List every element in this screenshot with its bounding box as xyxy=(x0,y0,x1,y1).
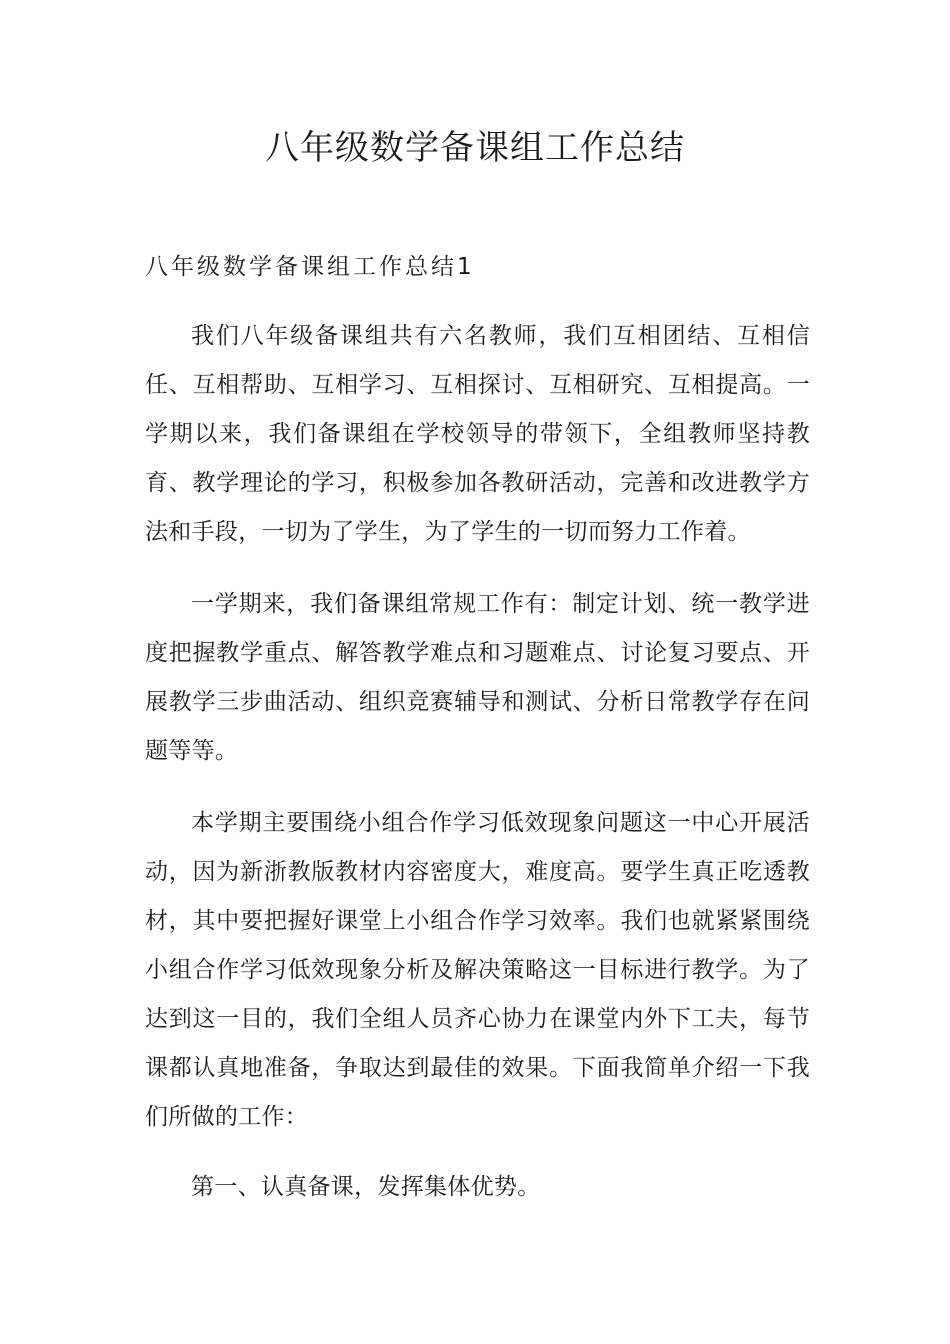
paragraph-1: 我们八年级备课组共有六名教师，我们互相团结、互相信任、互相帮助、互相学习、互相探讨、互相研究、互相提高。一学期以来，我们备课组在学校领导的带领下，全组教师坚持教育、教学理论的学习，积极参加各教研活动，完善和改进教学方法和手段，一切为了学生，为了学生的一切而努力工作着。 xyxy=(145,323,810,545)
section-heading: 八年级数学备课组工作总结1 xyxy=(145,254,475,280)
paragraph-2: 一学期来，我们备课组常规工作有：制定计划、统一教学进度把握教学重点、解答教学难点和习题难点、讨论复习要点、开展教学三步曲活动、组织竞赛辅导和测试、分析日常教学存在问题等等。 xyxy=(145,591,810,764)
paragraph-4: 第一、认真备课，发挥集体优势。 xyxy=(191,1174,541,1200)
paragraph-3: 本学期主要围绕小组合作学习低效现象问题这一中心开展活动，因为新浙教版教材内容密度大，难度高。要学生真正吃透教材，其中要把握好课堂上小组合作学习效率。我们也就紧紧围绕小组合作学习低效现象分析及解决策略这一目标进行教学。为了达到这一目的，我们全组人员齐心协力在课堂内外下工夫，每节课都认真地准备，争取达到最佳的效果。下面我简单介绍一下我们所做的工作： xyxy=(145,810,810,1130)
document-title: 八年级数学备课组工作总结 xyxy=(265,128,685,168)
